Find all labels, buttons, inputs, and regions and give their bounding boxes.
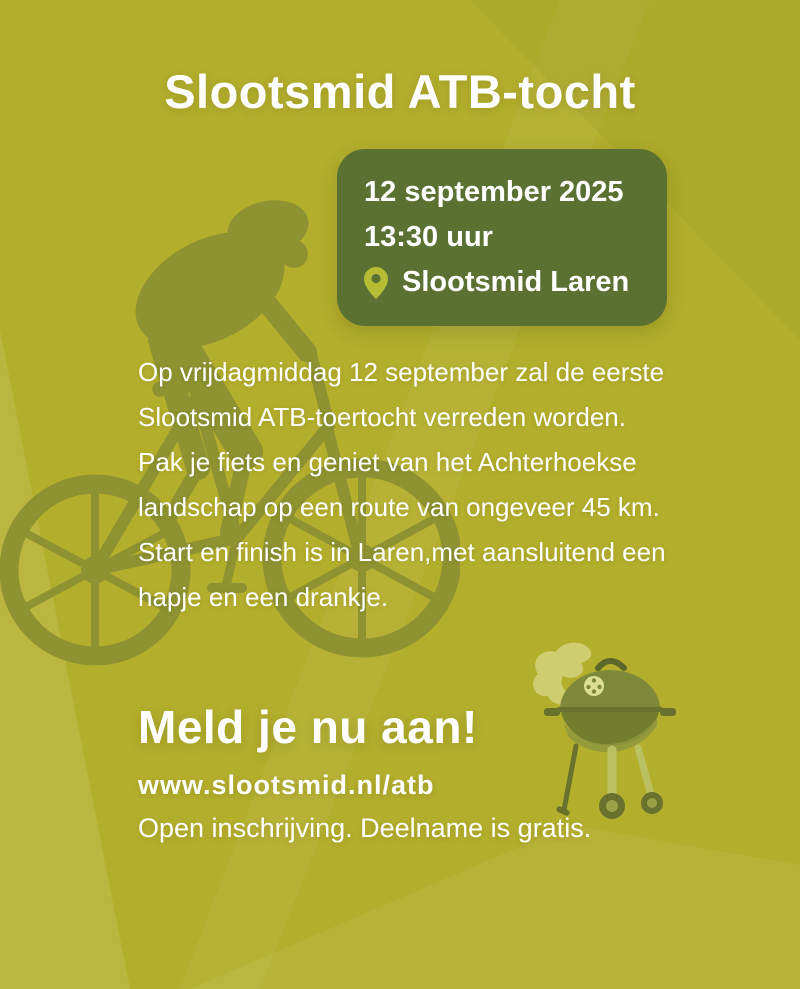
bbq-grill-illustration — [528, 642, 678, 822]
description-line: Start en finish is in Laren,met aansluitend een — [138, 537, 666, 567]
cta-heading: Meld je nu aan! — [138, 701, 478, 753]
description-line: Op vrijdagmiddag 12 september zal de eerste — [138, 357, 665, 387]
description-line: Pak je fiets en geniet van het Achterhoekse — [138, 447, 637, 477]
cta-note: Open inschrijving. Deelname is gratis. — [138, 812, 592, 843]
event-description — [138, 350, 698, 620]
description-line: Slootsmid ATB-toertocht verreden worden. — [138, 402, 626, 432]
poster-title: Slootsmid ATB-tocht — [164, 65, 636, 118]
description-line: landschap op een route van ongeveer 45 km. — [138, 492, 660, 522]
event-location-row — [364, 260, 667, 305]
event-time: 13:30 uur — [364, 221, 493, 253]
description-line: hapje en een drankje. — [138, 582, 389, 612]
map-pin-icon — [364, 267, 388, 299]
event-details-card — [337, 149, 667, 326]
signup-url-link[interactable]: www.slootsmid.nl/atb — [138, 769, 435, 800]
event-date: 12 september 2025 — [364, 176, 624, 208]
event-location: Slootsmid Laren — [402, 266, 630, 298]
